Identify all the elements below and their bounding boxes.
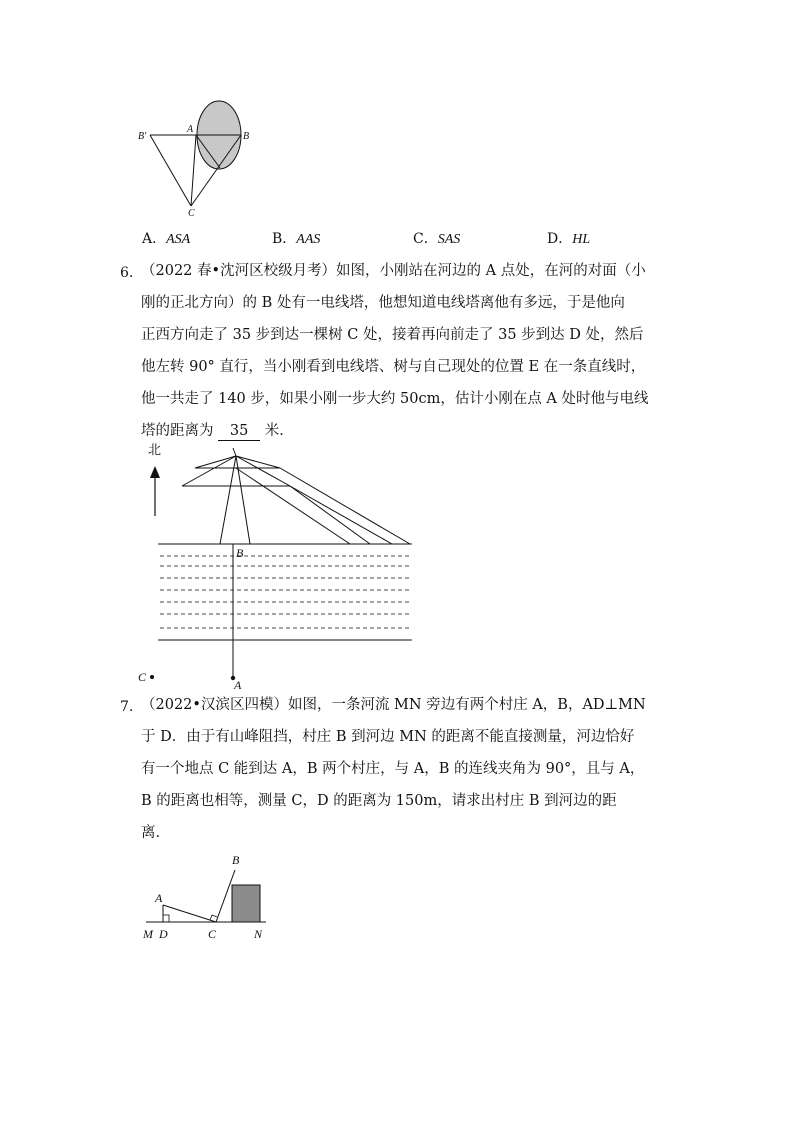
q6-text [141, 255, 681, 447]
q6-line-3: 正西方向走了 35 步到达一棵树 C 处，接着再向前走了 35 步到达 D 处，然后 [141, 327, 644, 343]
segment-a-c [163, 905, 216, 922]
label-b: B [243, 131, 250, 142]
q6-line-5: 他一共走了 140 步，如果小刚一步大约 50cm，估计小刚在点 A 处时他与电线 [141, 391, 649, 407]
label-a: A [187, 124, 194, 135]
q6-line-2: 刚的正北方向）的 B 处有一电线塔，他想知道电线塔离他有多远，于是他向 [141, 295, 625, 311]
right-angle-d [163, 915, 169, 922]
q7-line-3: 有一个地点 C 能到达 A，B 两个村庄，与 A，B 的连线夹角为 90°，且与 A， [141, 761, 645, 777]
q6-number: 6. [120, 265, 134, 281]
label-c-tree: C [138, 670, 147, 684]
label-b-tower: B [236, 546, 244, 560]
q6-line-4: 他左转 90° 直行，当小刚看到电线塔、树与自己现处的位置 E 在一条直线时， [141, 359, 646, 375]
option-a: A．ASA [142, 231, 191, 247]
label-a-start: A [234, 678, 242, 692]
label-m: M [143, 927, 153, 941]
mountain-block [232, 885, 260, 922]
north-arrow-head [150, 466, 160, 478]
label-a-village: A [155, 891, 163, 905]
option-d: D．HL [547, 231, 591, 247]
label-d: D [159, 927, 168, 941]
q7-line-2: 于 D．由于有山峰阻挡，村庄 B 到河边 MN 的距离不能直接测量，河边恰好 [141, 729, 635, 745]
label-c-point: C [208, 927, 217, 941]
label-b-prime: B' [138, 131, 147, 142]
north-label: 北 [148, 443, 162, 458]
q6-line-1: （2022 春•沈河区校级月考）如图，小刚站在河边的 A 点处，在河的对面（小 [141, 263, 646, 279]
point-c [150, 675, 154, 679]
q6-answer-blank: 35 [218, 422, 260, 441]
q7-text [141, 689, 681, 849]
q7-number: 7. [120, 699, 134, 715]
option-c: C．SAS [413, 231, 461, 247]
q6-line-6: 塔的距离为 35 米． [141, 423, 294, 439]
segment-bprime-c [150, 135, 191, 206]
option-b: B．AAS [272, 231, 321, 247]
q7-line-5: 离． [141, 825, 170, 841]
q7-line-4: B 的距离也相等，测量 C，D 的距离为 150m，请求出村庄 B 到河边的距 [141, 793, 617, 809]
segment-a-c [191, 135, 196, 206]
label-n: N [254, 927, 263, 941]
q7-line-1: （2022•汉滨区四模）如图，一条河流 MN 旁边有两个村庄 A，B，AD⊥MN [141, 697, 646, 713]
river-water [160, 556, 410, 628]
right-angle-c [210, 915, 217, 920]
label-b-village: B [232, 853, 240, 867]
figure-q6-tower-river [130, 438, 430, 690]
figure-q5-triangles [130, 92, 260, 222]
figure-q7-river-villages [138, 850, 278, 945]
label-c: C [188, 208, 195, 219]
q5-options [142, 228, 742, 248]
power-tower [182, 448, 410, 544]
